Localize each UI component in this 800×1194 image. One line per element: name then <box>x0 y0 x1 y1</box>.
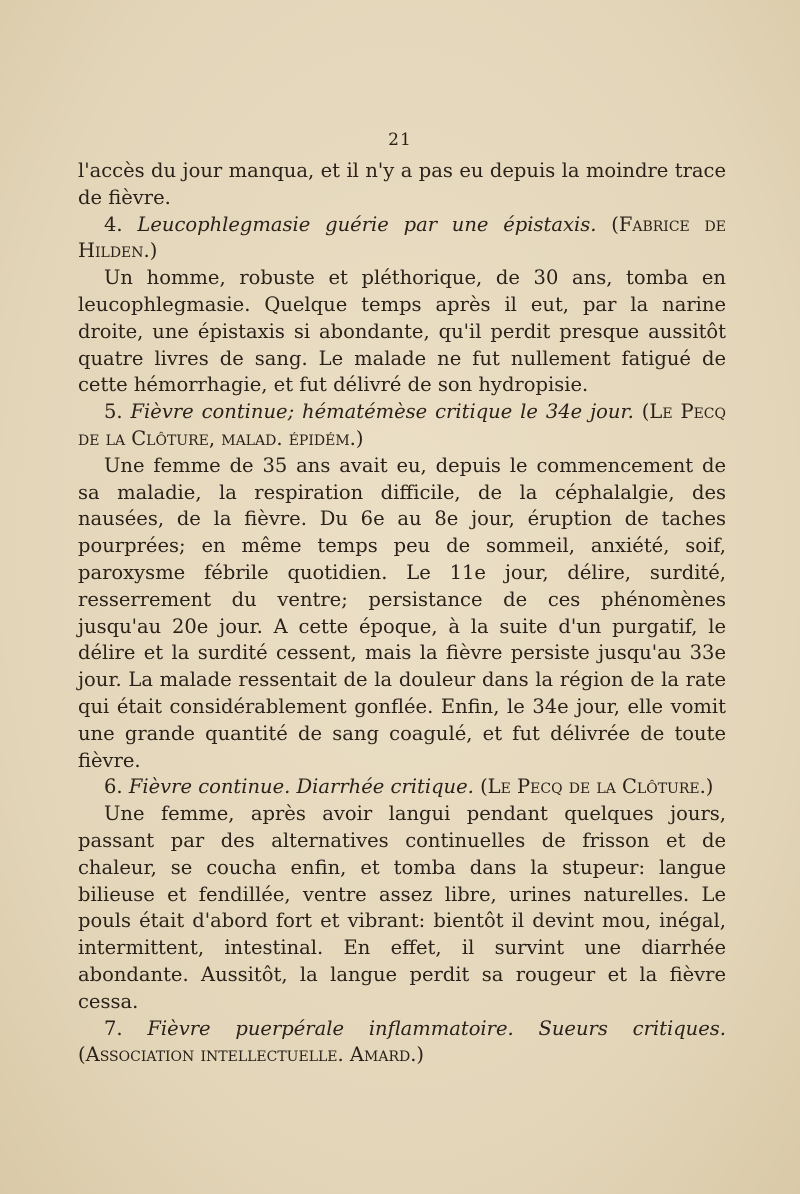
case-source: (Fabrice de Hilden.) <box>78 212 726 263</box>
case-heading-5 <box>78 399 726 453</box>
page-number: 21 <box>388 130 412 150</box>
case-body-6: Une femme, après avoir langui pendant quelques jours, passant par des alternatives continuelles de frisson et de chaleur, se coucha enfin, et tomba dans la stupeur: langue bilieuse et fendillée, ventre assez libre, urines naturelles. Le pouls était d'abord fort et vibrant: bientôt il devint mou, inégal, intermittent, intestinal. En effet, il survint une diarrhée abondante. Aussitôt, la langue perdit sa rougeur et la fièvre cessa. <box>78 802 726 1013</box>
case-number: 4. <box>104 212 123 236</box>
case-source: (Le Pecq de la Clôture.) <box>480 775 714 799</box>
case-number: 6. <box>104 775 123 799</box>
case-number: 5. <box>104 400 123 424</box>
page-body <box>78 158 726 1069</box>
case-title: Fièvre puerpérale inflammatoire. Sueurs critiques. <box>147 1016 726 1040</box>
case-heading-7 <box>78 1016 726 1070</box>
case-title: Fièvre continue. Diarrhée critique. <box>128 775 474 799</box>
case-source: (Association intellectuelle. Amard.) <box>78 1043 425 1067</box>
case-body-5: Une femme de 35 ans avait eu, depuis le commencement de sa maladie, la respiration difficile, de la céphalalgie, des nausées, de la fièvre. Du 6e au 8e jour, éruption de taches pourprées; en même temps peu de sommeil, anxiété, soif, paroxysme fébrile quotidien. Le 11e jour, délire, surdité, resserrement du ventre; persistance de ces phénomènes jusqu'au 20e jour. A cette époque, à la suite d'un purgatif, le délire et la surdité cessent, mais la fièvre persiste jusqu'au 33e jour. La malade ressentait de la douleur dans la région de la rate qui était considérablement gonflée. Enfin, le 34e jour, elle vomit une grande quantité de sang coagulé, et fut délivrée de toute fièvre. <box>78 453 726 772</box>
case-body-4: Un homme, robuste et pléthorique, de 30 ans, tomba en leucophlegmasie. Quelque temps après il eut, par la narine droite, une épistaxis si abondante, qu'il perdit presque aussitôt quatre livres de sang. Le malade ne fut nullement fatigué de cette hémorrhagie, et fut délivré de son hydropisie. <box>78 266 726 397</box>
case-heading-6 <box>78 774 726 801</box>
case-heading-4 <box>78 212 726 266</box>
case-source: (Le Pecq de la Clôture, malad. épidém.) <box>78 400 726 450</box>
case-title: Fièvre continue; hématémèse critique le 34e jour. <box>130 400 634 424</box>
case-number: 7. <box>104 1016 123 1040</box>
case-title: Leucophlegmasie guérie par une épistaxis. <box>137 212 597 236</box>
paragraph-continuation: l'accès du jour manqua, et il n'y a pas eu depuis la moindre trace de fièvre. <box>78 159 726 209</box>
